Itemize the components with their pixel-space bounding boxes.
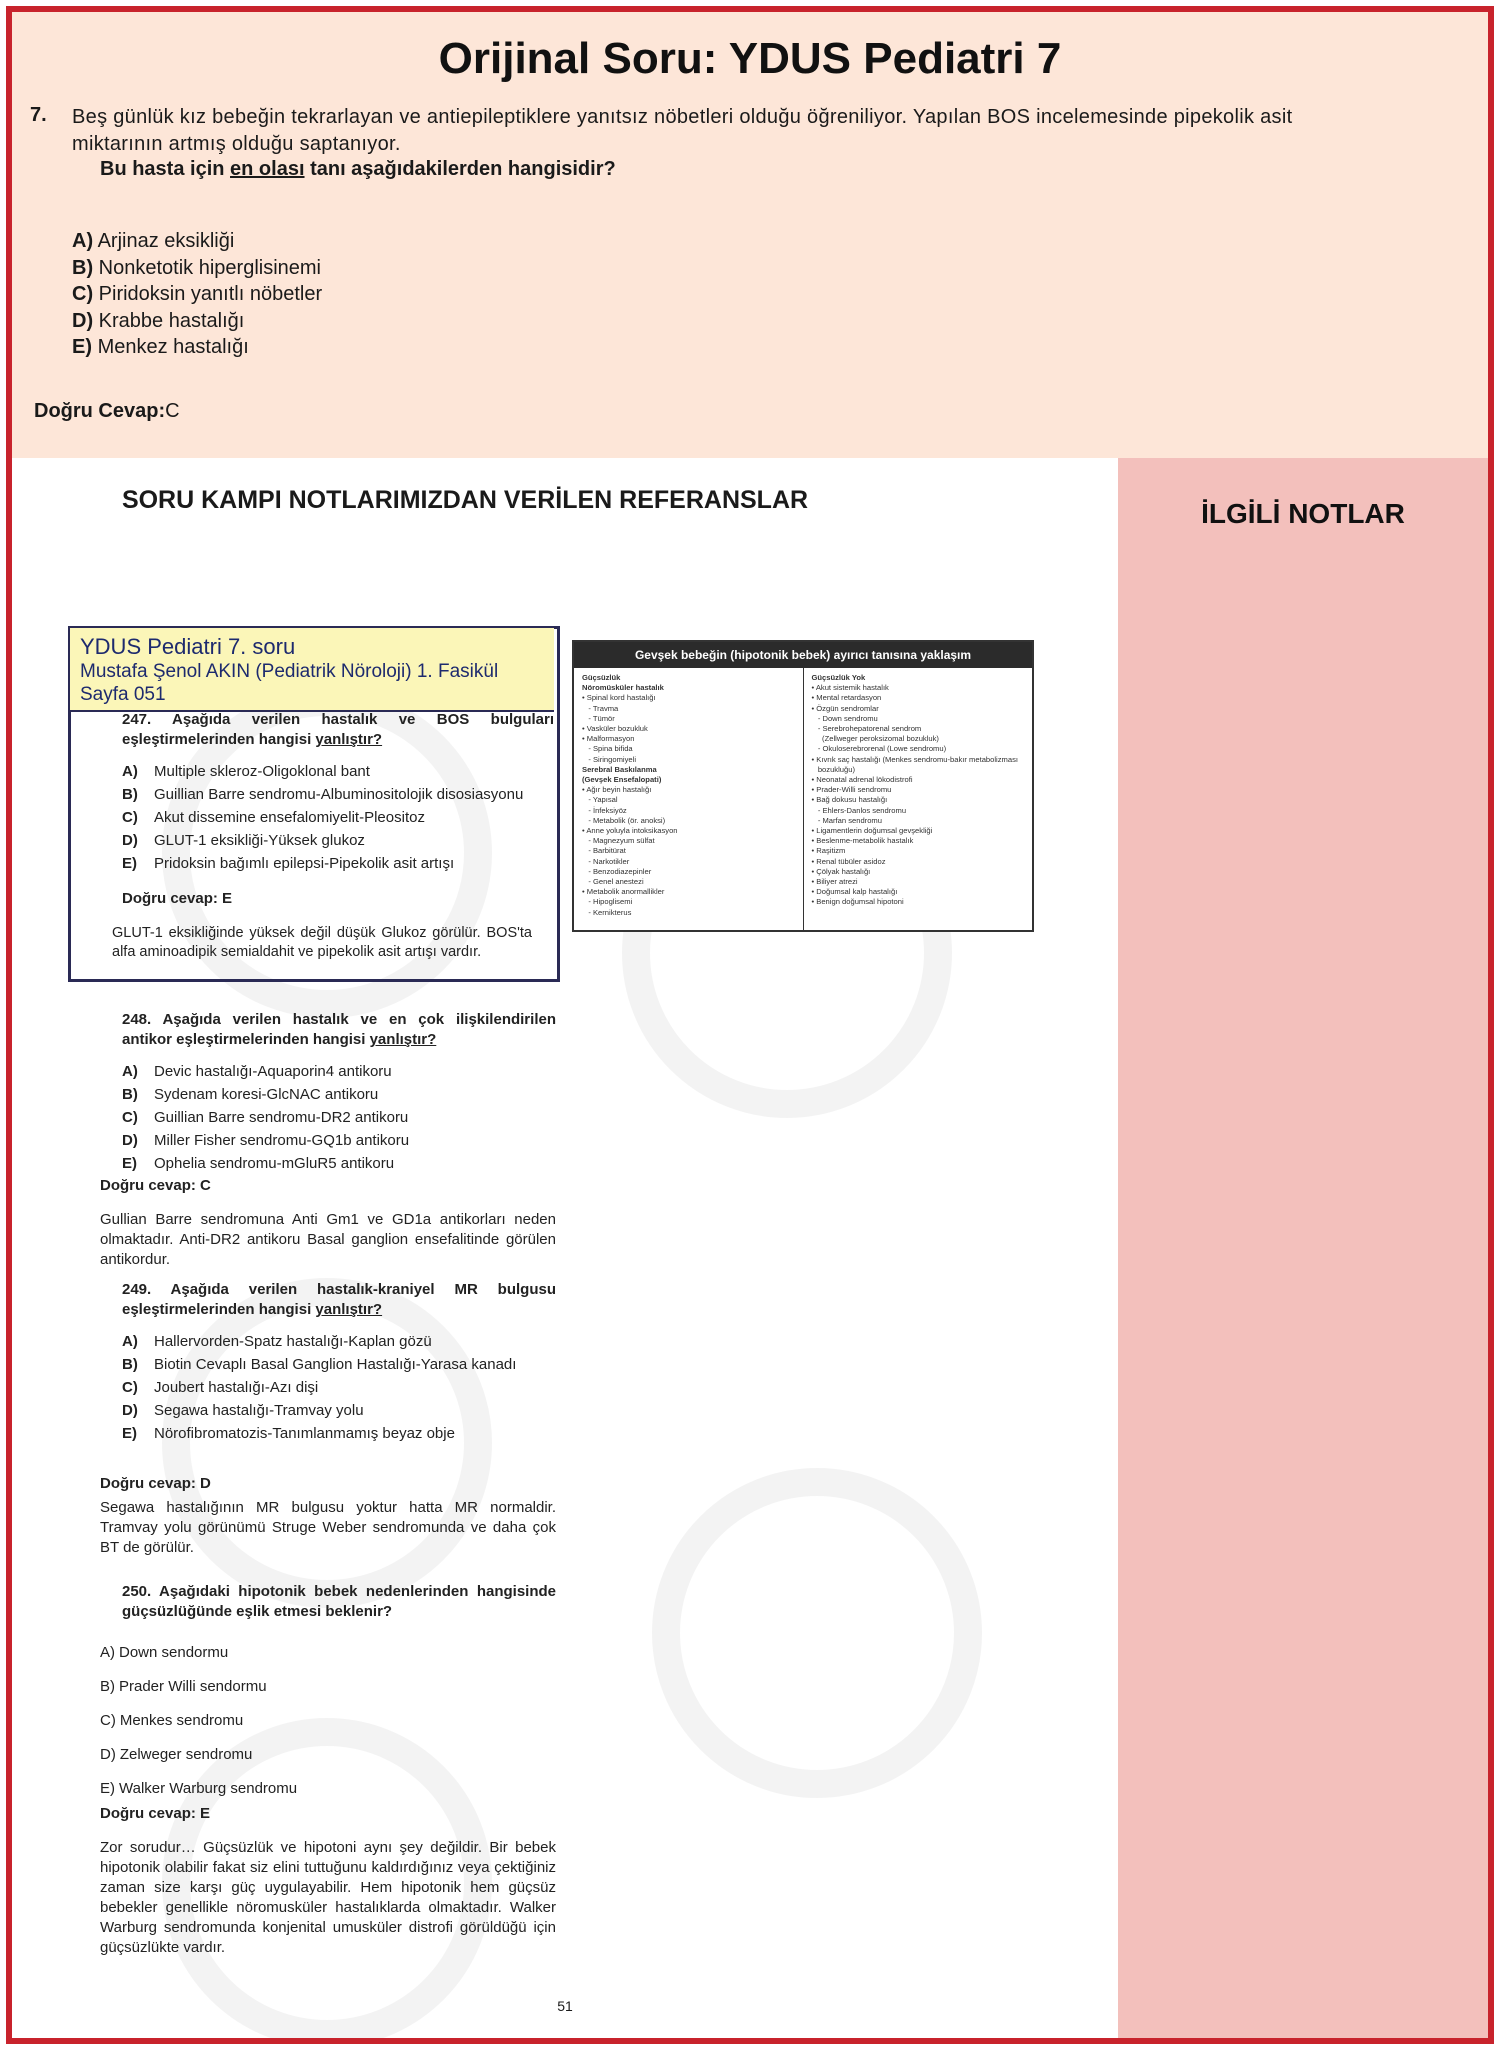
option-text: Prader Willi sendormu (119, 1678, 267, 1695)
question-249-options (122, 1330, 556, 1445)
diagram-item: - Tümör (582, 713, 615, 723)
option-text: Miller Fisher sendromu-GQ1b antikoru (154, 1132, 410, 1149)
option-text: Walker Warburg sendromu (119, 1780, 298, 1797)
page-frame (6, 6, 1494, 2044)
q249-option-e (122, 1422, 556, 1445)
diagram-item: - Okuloserebrorenal (Lowe sendromu) (811, 744, 947, 754)
diagram-item: • Akut sistemik hastalık (811, 683, 889, 693)
source-label (70, 628, 554, 712)
question-248 (122, 1010, 556, 1175)
q248-option-a (122, 1060, 556, 1083)
diagram-item: - Siringomiyeli (582, 754, 637, 764)
option-letter: D) (122, 832, 138, 849)
option-letter: E) (122, 855, 137, 872)
question-248-options (122, 1060, 556, 1175)
option-letter: A) (72, 230, 94, 252)
option-letter: A) (122, 1333, 138, 1350)
q248-option-e (122, 1152, 556, 1175)
option-letter: D) (122, 1132, 138, 1149)
watermark-logo (652, 1468, 982, 1798)
diagram-item: Güçsüzlük (582, 673, 621, 682)
diagram-item: - Ehlers-Danlos sendromu (811, 805, 907, 815)
option-text: Guillian Barre sendromu-Albuminositolojik disosiasyonu (154, 786, 524, 803)
question-header (12, 12, 1488, 458)
q248-option-b (122, 1083, 556, 1106)
q249-option-b (122, 1353, 556, 1376)
question-250 (122, 1582, 556, 1622)
option-letter: D) (100, 1746, 116, 1763)
question-250-explanation: Zor sorudur… Güçsüzlük ve hipotoni aynı şey değildir. Bir bebek hipotonik olabilir fakat siz elini tuttuğunu kaldırdığınız veya çektiğiniz zaman size karşı güç uygulayabilir. Hem hipotonik hem güçsüz bebekler genellikle nöromusküler hastalıklarda olmaktadır. Walker Warburg sendromunda konjenital umusküler distrofi görüldüğü için güçsüzlükte vardır. (100, 1839, 556, 1956)
correct-answer: Doğru Cevap:C (34, 400, 180, 422)
option-text: Segawa hastalığı-Tramvay yolu (154, 1402, 364, 1419)
option-text: Menkes sendromu (119, 1712, 244, 1729)
diagram-item: - Barbitürat (582, 846, 626, 856)
option-text: Ophelia sendromu-mGluR5 antikoru (154, 1155, 395, 1172)
diagram-item: - Magnezyum sülfat (582, 836, 655, 846)
diagram-item: • Benign doğumsal hipotoni (811, 897, 904, 907)
diagram-item: - Genel anestezi (582, 877, 644, 887)
diagram-item: • Metabolik anormallikler (582, 887, 665, 897)
option-letter: A) (100, 1644, 115, 1661)
option-text: Sydenam koresi-GlcNAC antikoru (154, 1086, 379, 1103)
option-letter: C) (100, 1712, 116, 1729)
option-letter: C) (122, 1109, 138, 1126)
diagram-item: (Zellweger peroksizomal bozukluk) (811, 734, 939, 744)
question-248-head: 248. Aşağıda verilen hastalık ve en çok ilişkilendirilen antikor eşleştirmelerinden hangisi yanlıştır? (122, 1011, 556, 1048)
q249-option-d (122, 1399, 556, 1422)
option-text: Akut dissemine ensefalomiyelit-Pleositoz (154, 809, 425, 826)
option-text: Multiple skleroz-Oligoklonal bant (154, 763, 370, 780)
references-title: SORU KAMPI NOTLARIMIZDAN VERİLEN REFERANSLAR (121, 486, 809, 514)
question-number: 7. (30, 104, 47, 126)
option-text: Arjinaz eksikliği (97, 230, 235, 252)
diagram-item: • Bağ dokusu hastalığı (811, 795, 888, 805)
question-248-answer: Doğru cevap: C (100, 1177, 211, 1194)
question-250-head: 250. Aşağıdaki hipotonik bebek nedenlerinden hangisinde güçsüzlüğünde eşlik etmesi beklenir? (122, 1583, 556, 1620)
diagram-item: - İnfeksiyöz (582, 805, 627, 815)
q250-option-d (100, 1738, 556, 1772)
question-text: Beş günlük kız bebeğin tekrarlayan ve antiepileptiklere yanıtsız nöbetleri olduğu öğreniliyor. Yapılan BOS incelemesinde pipekolik asit miktarının artmış olduğu saptanıyor. (72, 106, 1293, 155)
q248-option-d (122, 1129, 556, 1152)
option-text: Guillian Barre sendromu-DR2 antikoru (154, 1109, 409, 1126)
question-247-head: 247. Aşağıda verilen hastalık ve BOS bulguları eşleştirmelerinden hangisi yanlıştır? (122, 711, 554, 748)
diagram-item: - Down sendromu (811, 713, 878, 723)
notes-title: İLGİLİ NOTLAR (1201, 498, 1405, 529)
diagram-item: - Kernikterus (582, 907, 632, 917)
diagram-item: • Spinal kord hastalığı (582, 693, 656, 703)
option-text: Devic hastalığı-Aquaporin4 antikoru (154, 1063, 392, 1080)
option-letter: A) (122, 763, 138, 780)
diagram-item: • Çölyak hastalığı (811, 866, 871, 876)
option-text: Zelweger sendromu (119, 1746, 253, 1763)
question-247 (122, 710, 554, 909)
q248-option-c (122, 1106, 556, 1129)
option-e (72, 334, 322, 361)
question-249-answer: Doğru cevap: D (100, 1475, 211, 1492)
option-c (72, 281, 322, 308)
option-letter: E) (122, 1155, 137, 1172)
diagram-item: • Anne yoluyla intoksikasyon (582, 826, 678, 836)
option-text: Nörofibromatozis-Tanımlanmamış beyaz obje (154, 1425, 455, 1442)
diagram-item: • Beslenme-metabolik hastalık (811, 836, 914, 846)
question-249-explanation: Segawa hastalığının MR bulgusu yoktur hatta MR normaldir. Tramvay yolu görünümü Struge Weber sendromunda ve daha çok BT de görülür. (100, 1499, 556, 1556)
diagram-item: - Yapısal (582, 795, 618, 805)
question-247-explanation: GLUT-1 eksikliğinde yüksek değil düşük Glukoz görülür. BOS'ta alfa aminoadipik semialdahit ve pipekolik asit artışı vardır. (112, 925, 532, 960)
question-prompt: Bu hasta için en olası tanı aşağıdakilerden hangisidir? (100, 158, 616, 180)
emphasis-en-olasi: en olası (230, 158, 305, 180)
diagram-right-column (803, 668, 1033, 932)
question-247-answer: Doğru cevap: E (122, 890, 233, 907)
diagram-item: - Hipoglisemi (582, 897, 633, 907)
option-text: Menkez hastalığı (97, 336, 249, 358)
q250-option-c (100, 1704, 556, 1738)
diagram-item: • Ligamentlerin doğumsal gevşekliği (811, 826, 933, 836)
hypotonic-infant-diagram (572, 640, 1034, 932)
q250-option-a (100, 1636, 556, 1670)
diagram-item: Serebral Baskılanma (582, 764, 657, 774)
diagram-item: • Mental retardasyon (811, 693, 882, 703)
diagram-left-column (574, 668, 803, 932)
diagram-item: bozukluğu) (811, 764, 855, 774)
option-d (72, 308, 322, 335)
q247-option-c (122, 806, 554, 829)
diagram-item: • Doğumsal kalp hastalığı (811, 887, 898, 897)
answer-options (72, 228, 322, 361)
option-letter: C) (122, 809, 138, 826)
diagram-item: • Raşitizm (811, 846, 846, 856)
question-250-answer: Doğru cevap: E (100, 1805, 211, 1822)
option-a (72, 228, 322, 255)
diagram-item: • Neonatal adrenal lökodistrofi (811, 775, 913, 785)
diagram-item: • Özgün sendromlar (811, 703, 879, 713)
option-letter: E) (100, 1780, 115, 1797)
option-text: Nonketotik hiperglisinemi (98, 256, 321, 279)
option-letter: B) (122, 786, 138, 803)
option-letter: C) (122, 1379, 138, 1396)
diagram-item: Güçsüzlük Yok (811, 673, 866, 682)
option-text: Biotin Cevaplı Basal Ganglion Hastalığı-Yarasa kanadı (154, 1356, 517, 1373)
option-text: Down sendormu (119, 1644, 229, 1661)
diagram-item: • Kıvrık saç hastalığı (Menkes sendromu-bakır metabolizması (811, 754, 1018, 764)
question-248-explanation: Gullian Barre sendromuna Anti Gm1 ve GD1a antikorları neden olmaktadır. Anti-DR2 antikoru Basal ganglion ensefalitinde görülen antikordur. (100, 1211, 556, 1268)
diagram-item: • Ağır beyin hastalığı (582, 785, 652, 795)
option-letter: B) (122, 1086, 138, 1103)
option-text: GLUT-1 eksikliği-Yüksek glukoz (154, 832, 365, 849)
question-247-options (122, 760, 554, 875)
option-text: Piridoksin yanıtlı nöbetler (98, 283, 323, 305)
q247-option-a (122, 760, 554, 783)
option-text: Joubert hastalığı-Azı dişi (154, 1379, 319, 1396)
option-text: Pridoksin bağımlı epilepsi-Pipekolik asit artışı (154, 855, 455, 872)
option-letter: A) (122, 1063, 138, 1080)
diagram-title: Gevşek bebeğin (hipotonik bebek) ayırıcı tanısına yaklaşım (574, 642, 1032, 668)
diagram-item: - Travma (582, 703, 619, 713)
diagram-item: • Vasküler bozukluk (582, 724, 648, 734)
diagram-item: - Serebrohepatorenal sendrom (811, 724, 922, 734)
notes-panel (1118, 458, 1488, 2044)
page-title: Orijinal Soru: YDUS Pediatri 7 (438, 34, 1062, 83)
question-249 (122, 1280, 556, 1445)
option-letter: B) (72, 256, 94, 279)
diagram-item: • Renal tübüler asidoz (811, 856, 886, 866)
diagram-item: • Biliyer atrezi (811, 877, 858, 887)
diagram-item: • Malformasyon (582, 734, 635, 744)
diagram-item: (Gevşek Ensefalopati) (582, 775, 662, 785)
q250-option-b (100, 1670, 556, 1704)
diagram-item: Nöromüsküler hastalık (582, 683, 664, 693)
question-250-options (100, 1636, 556, 1806)
diagram-item: - Marfan sendromu (811, 815, 882, 825)
diagram-item: - Spina bifida (582, 744, 633, 754)
source-label-detail: Mustafa Şenol AKIN (Pediatrik Nöroloji) 1. Fasikül Sayfa 051 (80, 661, 499, 705)
q247-option-d (122, 829, 554, 852)
option-letter: E) (122, 1425, 137, 1442)
q247-option-e (122, 852, 554, 875)
option-letter: B) (100, 1678, 115, 1695)
diagram-item: - Metabolik (ör. anoksi) (582, 815, 666, 825)
option-text: Krabbe hastalığı (98, 309, 245, 332)
option-letter: D) (72, 309, 94, 332)
option-text: Hallervorden-Spatz hastalığı-Kaplan gözü (154, 1333, 432, 1350)
q247-option-b (122, 783, 554, 806)
option-letter: D) (122, 1402, 138, 1419)
reference-content (12, 458, 1118, 2044)
diagram-item: - Benzodiazepinler (582, 866, 652, 876)
option-letter: B) (122, 1356, 138, 1373)
option-letter: E) (72, 336, 92, 358)
diagram-item: • Prader-Willi sendromu (811, 785, 892, 795)
question-249-head: 249. Aşağıda verilen hastalık-kraniyel MR bulgusu eşleştirmelerinden hangisi yanlıştır? (122, 1281, 556, 1318)
page-number: 51 (557, 1998, 573, 2014)
option-letter: C) (72, 283, 94, 305)
q249-option-c (122, 1376, 556, 1399)
q249-option-a (122, 1330, 556, 1353)
option-b (72, 255, 322, 282)
source-label-title: YDUS Pediatri 7. soru (80, 634, 296, 659)
diagram-item: - Narkotikler (582, 856, 630, 866)
q250-option-e (100, 1772, 556, 1806)
